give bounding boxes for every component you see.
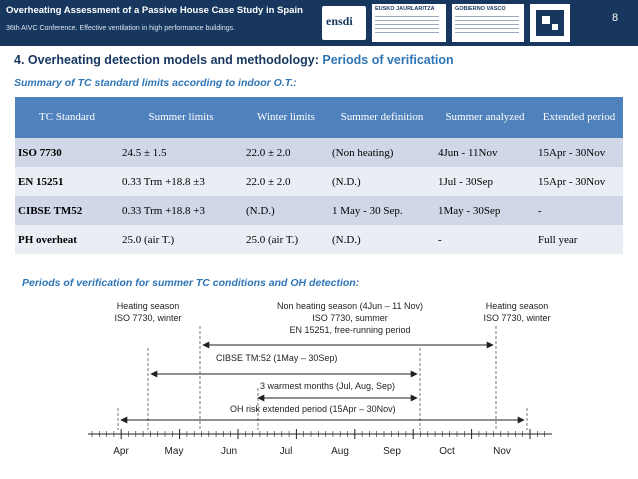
- iso-summer-label: ISO 7730, summer: [312, 313, 388, 323]
- timeline-subtitle: Periods of verification for summer TC conditions and OH detection:: [22, 277, 360, 289]
- table-cell: CIBSE TM52: [15, 196, 119, 225]
- conference-name: 36th AIVC Conference. Effective ventilation in high performance buildings.: [6, 25, 236, 32]
- table-cell: 25.0 (air T.): [243, 225, 329, 254]
- table-cell: ISO 7730: [15, 138, 119, 167]
- month-label-oct: Oct: [439, 446, 455, 457]
- table-subtitle: Summary of TC standard limits according to indoor O.T.:: [14, 77, 297, 89]
- header-summer-limits: Summer limits: [119, 97, 243, 138]
- ehu-logo: EUSKO JAURLARITZA: [372, 4, 446, 42]
- page-number: 8: [612, 12, 619, 24]
- verification-timeline: [0, 290, 638, 475]
- table-cell: 4Jun - 11Nov: [435, 138, 535, 167]
- tc-standards-table: [15, 97, 623, 254]
- table-row: [15, 196, 623, 225]
- euskadi-logo: [530, 4, 570, 42]
- basque-government-logo: GOBIERNO VASCO: [452, 4, 524, 42]
- non-heating-season-label: Non heating season (4Jun – 11 Nov): [277, 301, 423, 311]
- slide-header: [0, 0, 638, 46]
- heating-season-left-label: Heating season: [116, 301, 180, 311]
- month-label-nov: Nov: [493, 446, 511, 457]
- table-cell: -: [435, 225, 535, 254]
- table-cell: 22.0 ± 2.0: [243, 167, 329, 196]
- table-cell: 1Jul - 30Sep: [435, 167, 535, 196]
- table-cell: 1 May - 30 Sep.: [329, 196, 435, 225]
- table-cell: 15Apr - 30Nov: [535, 167, 623, 196]
- table-cell: (N.D.): [329, 167, 435, 196]
- table-cell: PH overheat: [15, 225, 119, 254]
- month-label-jul: Jul: [279, 446, 293, 457]
- table-row: [15, 167, 623, 196]
- table-header-row: [15, 97, 623, 138]
- table-row: [15, 138, 623, 167]
- table-cell: EN 15251: [15, 167, 119, 196]
- table-cell: 0.33 Trm +18.8 +3: [119, 196, 243, 225]
- ensdi-logo: ensdi: [322, 6, 366, 40]
- header-winter-limits: Winter limits: [243, 97, 329, 138]
- month-label-may: May: [164, 446, 184, 457]
- table-cell: 25.0 (air T.): [119, 225, 243, 254]
- header-tc-standard: TC Standard: [15, 97, 119, 138]
- iso-winter-right-label: ISO 7730, winter: [483, 313, 551, 323]
- heating-season-right-label: Heating season: [485, 301, 549, 311]
- cibse-label: CIBSE TM:52 (1May – 30Sep): [216, 353, 338, 363]
- month-label-apr: Apr: [113, 446, 129, 457]
- section-title: 4. Overheating detection models and methodology: Periods of verification: [14, 53, 454, 67]
- table-cell: (Non heating): [329, 138, 435, 167]
- header-extended-period: Extended period: [535, 97, 623, 138]
- table-cell: (N.D.): [329, 225, 435, 254]
- table-cell: 0.33 Trm +18.8 ±3: [119, 167, 243, 196]
- en15251-label: EN 15251, free-running period: [289, 325, 411, 335]
- month-labels: [113, 446, 511, 457]
- table-cell: -: [535, 196, 623, 225]
- presentation-title: Overheating Assessment of a Passive House Case Study in Spain: [6, 5, 303, 16]
- header-summer-definition: Summer definition: [329, 97, 435, 138]
- table-cell: Full year: [535, 225, 623, 254]
- warmest-months-label: 3 warmest months (Jul, Aug, Sep): [260, 381, 396, 391]
- table-cell: 22.0 ± 2.0: [243, 138, 329, 167]
- month-label-aug: Aug: [331, 446, 349, 457]
- table-cell: 15Apr - 30Nov: [535, 138, 623, 167]
- table-cell: 24.5 ± 1.5: [119, 138, 243, 167]
- month-label-jun: Jun: [220, 446, 238, 457]
- table-row: [15, 225, 623, 254]
- header-summer-analyzed: Summer analyzed: [435, 97, 535, 138]
- month-label-sep: Sep: [383, 446, 401, 457]
- oh-risk-label: OH risk extended period (15Apr – 30Nov): [230, 404, 396, 414]
- iso-winter-left-label: ISO 7730, winter: [114, 313, 182, 323]
- table-cell: 1May - 30Sep: [435, 196, 535, 225]
- table-cell: (N.D.): [243, 196, 329, 225]
